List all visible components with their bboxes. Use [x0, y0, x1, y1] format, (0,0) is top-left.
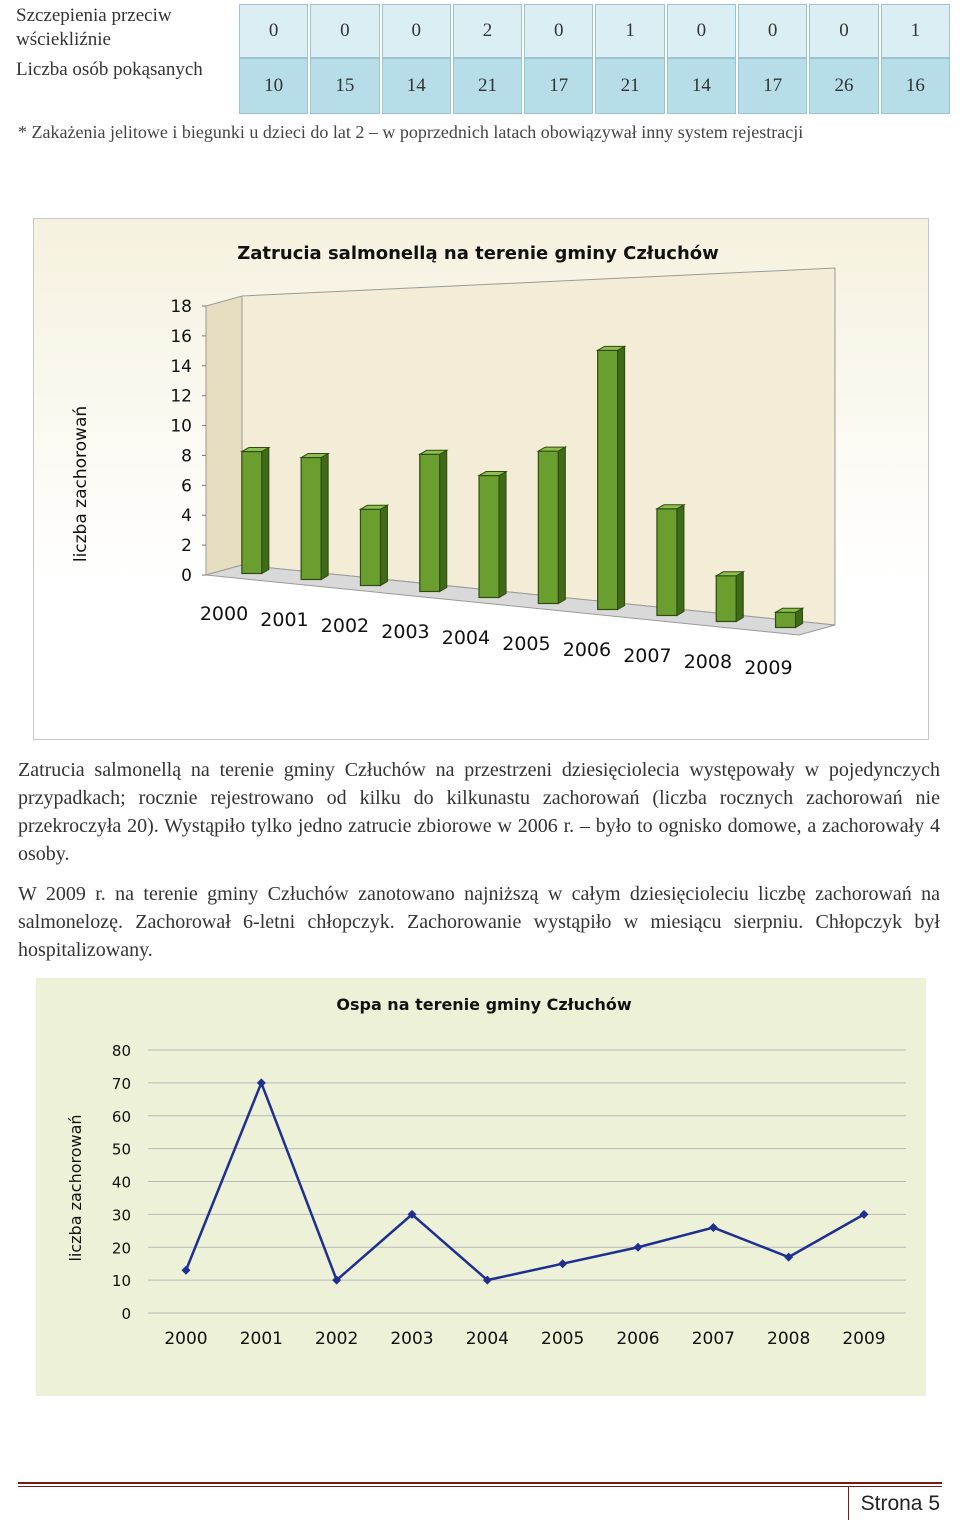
x-tick-label: 2001 — [239, 1329, 283, 1349]
chickenpox-chart-svg — [36, 978, 926, 1396]
vaccination-table — [14, 4, 952, 114]
chart-title: Zatrucia salmonellą na terenie gminy Człuchów — [237, 243, 719, 264]
bar-front — [360, 509, 380, 585]
x-tick-label: 2003 — [390, 1329, 434, 1349]
y-tick-label: 70 — [111, 1074, 131, 1093]
x-tick-label: 2009 — [744, 657, 793, 679]
bar-2009 — [776, 608, 803, 627]
y-tick-label: 10 — [170, 416, 192, 437]
bar-side — [736, 572, 743, 622]
x-tick-label: 2000 — [164, 1329, 208, 1349]
chickenpox-chart — [36, 978, 926, 1396]
bar-side — [321, 454, 328, 580]
y-tick-label: 2 — [181, 536, 192, 557]
table-cell: 0 — [239, 4, 308, 58]
y-axis-label: liczba zachorowań — [71, 405, 91, 563]
x-tick-label: 2009 — [842, 1329, 886, 1349]
table-footnote: * Zakażenia jelitowe i biegunki u dzieci do lat 2 – w poprzednich latach obowiązywał inny system rejestracji — [18, 122, 804, 142]
table-cell: 14 — [667, 58, 736, 114]
table-cell: 0 — [667, 4, 736, 58]
bar-front — [420, 454, 440, 591]
y-tick-label: 10 — [111, 1272, 131, 1291]
table-cell: 17 — [738, 58, 807, 114]
gridlines — [148, 1050, 906, 1313]
bar-2001 — [301, 454, 328, 580]
bar-front — [242, 452, 262, 574]
y-tick-label: 30 — [111, 1206, 131, 1225]
bar-front — [716, 576, 736, 622]
y-tick-label: 80 — [111, 1042, 131, 1060]
x-tick-label: 2007 — [691, 1329, 735, 1349]
table-row-vaccinations — [16, 4, 950, 58]
table-cell: 0 — [809, 4, 878, 58]
bar-2006 — [598, 346, 625, 609]
y-axis-label: liczba zachorowań — [66, 1114, 85, 1262]
bar-side — [440, 450, 447, 591]
row-label: Szczepienia przeciw wściekliźnie — [16, 4, 237, 58]
x-tick-label: 2008 — [767, 1329, 811, 1349]
footer-divider — [848, 1486, 849, 1520]
bar-front — [598, 350, 618, 609]
x-tick-label: 2005 — [502, 633, 551, 655]
x-tick-label: 2000 — [199, 603, 249, 625]
y-tick-label: 16 — [170, 326, 192, 347]
paragraph-2009: W 2009 r. na terenie gminy Człuchów zanotowano najniższą w całym dziesięcioleciu liczbę zachorowań na salmonelozę. Zachorował 6-letni chłopczyk. Zachorowanie wystąpiło w miesiącu sierpniu. Chłopczyk był hospitalizowany. — [18, 883, 940, 961]
x-tick-label: 2004 — [465, 1329, 509, 1349]
table-cell: 21 — [453, 58, 522, 114]
x-tick-label: 2004 — [441, 627, 491, 649]
table-cell: 21 — [595, 58, 664, 114]
table-cell: 0 — [310, 4, 379, 58]
bar-2007 — [657, 505, 684, 616]
bar-side — [499, 472, 506, 598]
x-tick-label: 2002 — [315, 1329, 359, 1349]
y-tick-label: 40 — [111, 1173, 131, 1192]
y-tick-labels — [112, 1042, 131, 1323]
data-point-2000 — [182, 1266, 191, 1275]
bar-front — [479, 476, 499, 598]
table-cell: 14 — [382, 58, 451, 114]
x-tick-label: 2008 — [683, 651, 733, 673]
x-tick-labels — [164, 1329, 885, 1349]
data-point-2006 — [634, 1243, 643, 1252]
x-tick-label: 2001 — [260, 609, 309, 631]
page-number: Strona 5 — [860, 1492, 940, 1515]
bar-2008 — [716, 572, 743, 622]
y-tick-label: 4 — [181, 506, 192, 527]
y-tick-label: 20 — [111, 1239, 131, 1258]
y-tick-label: 18 — [170, 297, 192, 317]
table-cell: 0 — [524, 4, 593, 58]
table-cell: 2 — [453, 4, 522, 58]
bar-front — [657, 509, 677, 616]
x-tick-label: 2007 — [623, 645, 672, 667]
y-tick-label: 0 — [181, 566, 192, 586]
paragraph-salmonella: Zatrucia salmonellą na terenie gminy Człuchów na przestrzeni dziesięciolecia występowały w pojedynczych przypadkach; rocznie rejestrowano od kilku do kilkunastu zachorowań (liczba rocznych zachorowań nie przekroczyła 20). Wystąpiło tylko jedno zatrucie zbiorowe w 2006 r. – było to ognisko domowe, a zachorowały 4 osoby. — [18, 759, 940, 865]
row-label: Liczba osób pokąsanych — [16, 58, 237, 114]
x-tick-label: 2006 — [562, 639, 612, 661]
bar-2004 — [479, 472, 506, 598]
salmonella-chart-svg — [34, 219, 928, 739]
bar-2002 — [360, 505, 387, 585]
y-tick-label: 60 — [111, 1107, 131, 1126]
x-tick-label: 2005 — [541, 1329, 585, 1349]
y-tick-label: 14 — [170, 356, 192, 377]
table-cell: 26 — [809, 58, 878, 114]
table-cell: 1 — [881, 4, 950, 58]
bar-front — [301, 458, 321, 580]
table-cell: 0 — [738, 4, 807, 58]
side-wall — [206, 296, 242, 575]
y-tick-labels — [170, 297, 206, 586]
y-tick-label: 6 — [181, 476, 192, 497]
table-row-bitten — [16, 58, 950, 114]
salmonella-chart — [33, 218, 929, 740]
bar-2000 — [242, 448, 269, 574]
table-cell: 16 — [881, 58, 950, 114]
table-cell: 10 — [239, 58, 308, 114]
y-tick-label: 50 — [111, 1140, 131, 1159]
bar-side — [262, 448, 269, 574]
bar-front — [538, 451, 558, 603]
footer-rule — [18, 1482, 942, 1484]
bar-front — [776, 612, 796, 627]
y-tick-label: 12 — [170, 386, 192, 407]
y-tick-label: 8 — [181, 446, 192, 467]
table-cell: 1 — [595, 4, 664, 58]
data-point-2007 — [709, 1223, 718, 1232]
table-cell: 17 — [524, 58, 593, 114]
table-cell: 15 — [310, 58, 379, 114]
data-point-2005 — [558, 1259, 567, 1268]
data-point-2001 — [257, 1078, 266, 1087]
bar-side — [380, 505, 387, 585]
bar-2005 — [538, 447, 565, 603]
bar-2003 — [420, 450, 447, 591]
x-tick-label: 2002 — [320, 615, 370, 637]
table-cell: 0 — [382, 4, 451, 58]
chart-title: Ospa na terenie gminy Człuchów — [336, 995, 632, 1014]
bar-side — [558, 447, 565, 603]
x-tick-label: 2006 — [616, 1329, 660, 1349]
bar-side — [618, 346, 625, 609]
y-tick-label: 0 — [121, 1305, 131, 1323]
x-tick-label: 2003 — [381, 621, 430, 643]
bar-side — [677, 505, 684, 616]
